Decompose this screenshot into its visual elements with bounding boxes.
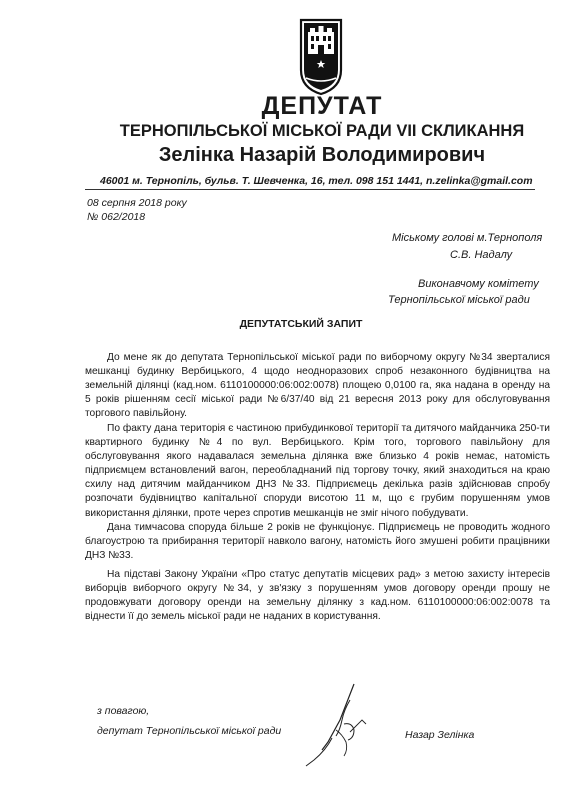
header-divider <box>85 189 535 190</box>
header-title: ДЕПУТАТ <box>261 92 383 120</box>
document-date: 08 серпня 2018 року <box>87 197 187 209</box>
handwritten-signature <box>292 680 387 770</box>
body-paragraph: На підставі Закону України «Про статус депутатів місцевих рад» з метою захисту інтересів виборців виборчого округу №34, у зв'язку з порушенням умов договору оренди прошу не продовжувати договору оренди на земельну ділянку з кад.ном. 6110100000:06:002:0078 та віднести її до земель міської ради не наданих в користування. <box>85 569 550 623</box>
closing-regards: з повагою, <box>97 705 150 717</box>
document-number: № 062/2018 <box>87 211 146 223</box>
header-deputy-name: Зелінка Назарій Володимирович <box>158 144 486 166</box>
header-council: ТЕРНОПІЛЬСЬКОЇ МІСЬКОЇ РАДИ VII СКЛИКАННЯ <box>119 122 525 140</box>
recipient-mayor: Міському голові м.Тернополя <box>392 232 543 244</box>
header-address: 46001 м. Тернопіль, бульв. Т. Шевченка, 16, тел. 098 151 1441, n.zelinka@gmail.com <box>100 175 533 187</box>
closing-position: депутат Тернопільської міської ради <box>97 725 282 737</box>
body-paragraph: По факту дана територія є частиною прибудинкової території та дитячого майданчика 250-ти квартирного будинку №4 по вул. Вербицького. Крім того, торгового павільйону для обслуговування якого надавалася земельна ділянка вже близько 4 років немає, натомість підприємцем встановлений вагон, переобладнаний під торгову точку, який знаходиться на краю схилу над дитячим майданчиком ДНЗ №33. Підприємець декілька разів здійснював спробу розпочати будівництво капітальної споруди висотою 11 м, що є грубим порушенням умов використання ділянки, проте через спротив мешканців не зміг нічого побудувати. <box>85 423 550 519</box>
recipient-council: Тернопільської міської ради <box>388 294 530 306</box>
closing-signer: Назар Зелінка <box>405 729 475 741</box>
body-paragraph: До мене як до депутата Тернопільської міської ради по виборчому округу №34 зверталися мешканці будинку Вербицького, 4 щодо неодноразових спроб незаконного будівництва на земельній ділянці (кад.ном. 6110100000:06:002:0078) площею 0,0100 га, яка надана в оренду на 5 років рішенням сесії міської ради №6/37/40 від 21 вересня 2013 року для обслуговування торгового павільйону. <box>85 352 550 420</box>
document-heading: ДЕПУТАТСЬКИЙ ЗАПИТ <box>239 318 363 330</box>
recipient-mayor-name: С.В. Надалу <box>450 249 513 261</box>
body-paragraph: Дана тимчасова споруда більше 2 років не функціонує. Підприємець не проводить жодного благоустрою та прибирання території навколо вагону, натомість його змушені робити працівники ДНЗ №33. <box>85 522 550 562</box>
city-emblem-icon <box>298 18 344 96</box>
recipient-committee: Виконавчому комітету <box>418 278 539 290</box>
